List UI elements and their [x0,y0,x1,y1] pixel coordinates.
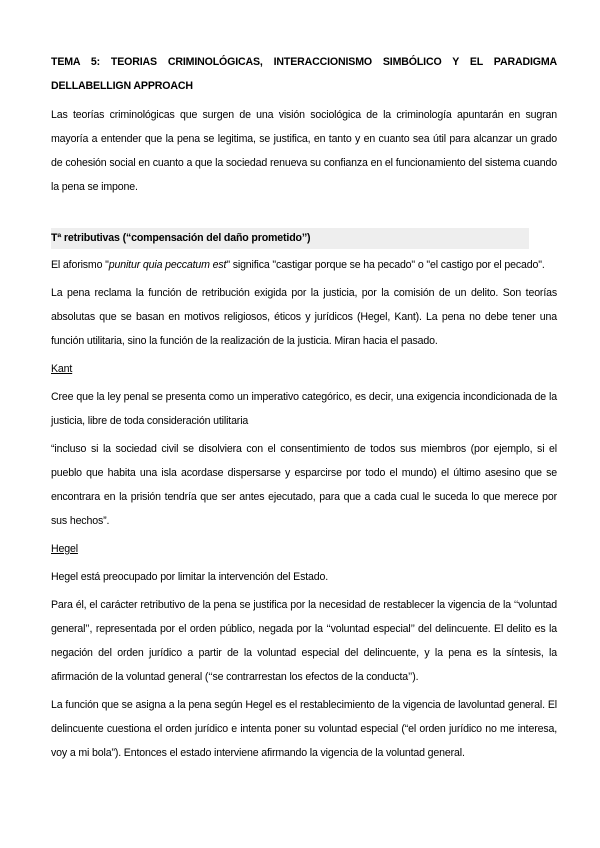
hegel-paragraph-2: Para él, el carácter retributivo de la pena se justifica por la necesidad de restablecer la vigencia de la ‘‘voluntad general’’, representada por el orden público, negada por la ‘‘voluntad especial’’ del delincuente. El delito es la negación del orden jurídico a partir de la voluntad especial del delincuente, y la pena es la síntesis, la afirmación de la voluntad general (‘‘se contrarrestan los efectos de la conducta’’). [51,599,557,683]
aforismo-latin: punitur quia peccatum est [108,259,227,271]
document-title: TEMA 5: TEORIAS CRIMINOLÓGICAS, INTERACCIONISMO SIMBÓLICO Y EL PARADIGMA DELLABELLIGN APPROACH [51,56,557,92]
intro-paragraph: Las teorías criminológicas que surgen de una visión sociológica de la criminología apuntarán en sugran mayoría a entender que la pena se legitima, se justifica, en tanto y en cuanto sea útil para alcanzar un grado de cohesión social en cuanto a que la sociedad renueva su confianza en el funcionamiento del sistema cuando la pena se impone. [51,109,557,193]
aforismo-before: El aforismo " [51,259,109,271]
hegel-heading: Hegel [51,543,78,555]
hegel-paragraph-3: La función que se asigna a la pena según Hegel es el restablecimiento de la vigencia de lavoluntad general. El delincuente cuestiona el orden jurídico e intenta poner su voluntad especial (“el orden jurídico no me interesa, voy a mi bola”). Entonces el estado interviene afirmando la vigencia de la voluntad general. [51,699,557,759]
kant-quote: “incluso si la sociedad civil se disolviera con el consentimiento de todos sus miembros (por ejemplo, si el pueblo que habita una isla acordase dispersarse y esparcirse por todo el mundo) el último asesino que se encontrara en la prisión tendría que ser antes ejecutado, para que a cada cual le suceda lo que merece por sus hechos”. [51,443,557,527]
retribucion-paragraph: La pena reclama la función de retribución exigida por la justicia, por la comisión de un delito. Son teorías absolutas que se basan en motivos religiosos, éticos y jurídicos (Hegel, Kant). La pena no debe tener una función utilitaria, sino la función de la realización de la justicia. Miran hacia el pasado. [51,287,557,347]
section-heading: Tª retributivas (“compensación del daño prometido’’) [51,228,529,249]
document-page [51,50,557,769]
kant-paragraph: Cree que la ley penal se presenta como un imperativo categórico, es decir, una exigencia incondicionada de la justicia, libre de toda consideración utilitaria [51,391,557,427]
aforismo-after: " significa "castigar porque se ha pecado" o "el castigo por el pecado". [226,259,545,271]
hegel-paragraph-1: Hegel está preocupado por limitar la intervención del Estado. [51,571,329,583]
kant-heading: Kant [51,363,73,375]
aforismo-paragraph [51,253,557,277]
